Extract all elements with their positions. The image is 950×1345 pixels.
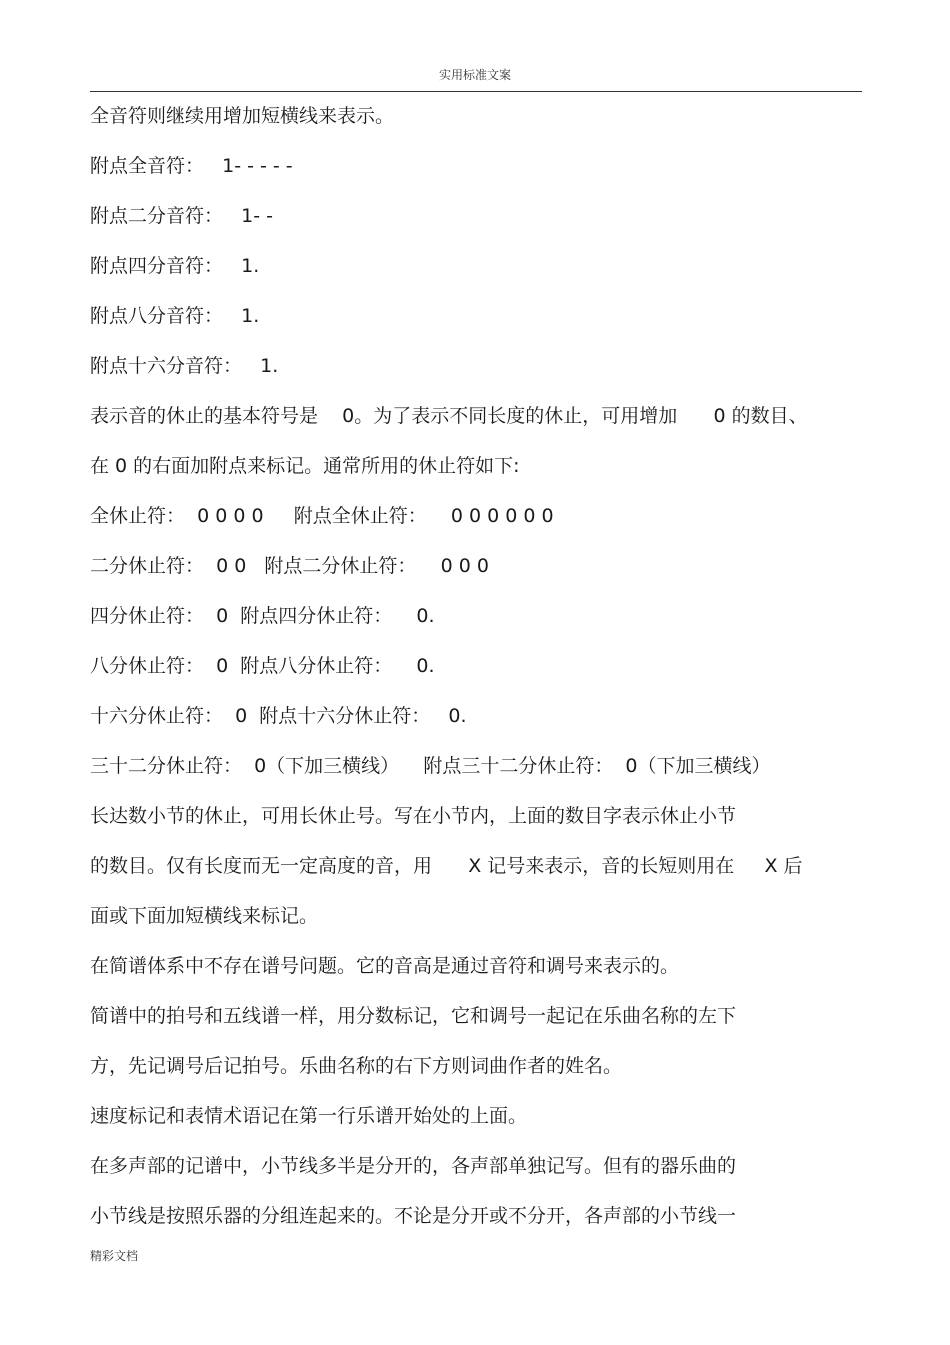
body-line: 八分休止符： 0 附点八分休止符： 0.	[90, 655, 435, 677]
body-line: 的数目。仅有长度而无一定高度的音，用 X 记号来表示，音的长短则用在 X 后	[90, 855, 803, 877]
body-line: 在简谱体系中不存在谱号问题。它的音高是通过音符和调号来表示的。	[90, 955, 680, 977]
body-line: 全休止符： 0 0 0 0 附点全休止符： 0 0 0 0 0 0	[90, 505, 554, 527]
body-line: 二分休止符： 0 0 附点二分休止符： 0 0 0	[90, 555, 489, 577]
body-line: 速度标记和表情术语记在第一行乐谱开始处的上面。	[90, 1105, 528, 1127]
body-line: 方，先记调号后记拍号。乐曲名称的右下方则词曲作者的姓名。	[90, 1055, 623, 1077]
body-line: 表示音的休止的基本符号是 0。为了表示不同长度的休止，可用增加 0 的数目、	[90, 405, 808, 427]
body-line: 十六分休止符： 0 附点十六分休止符： 0.	[90, 705, 467, 727]
header-rule	[90, 91, 862, 92]
body-line: 在 0 的右面加附点来标记。通常所用的休止符如下:	[90, 455, 520, 477]
body-line: 三十二分休止符： 0（下加三横线） 附点三十二分休止符： 0（下加三横线）	[90, 755, 771, 777]
body-line: 简谱中的拍号和五线谱一样，用分数标记，它和调号一起记在乐曲名称的左下	[90, 1005, 737, 1027]
body-line: 附点十六分音符： 1.	[90, 355, 279, 377]
body-line: 长达数小节的休止，可用长休止号。写在小节内，上面的数目字表示休止小节	[90, 805, 737, 827]
body-line: 全音符则继续用增加短横线来表示。	[90, 105, 395, 127]
body-line: 小节线是按照乐器的分组连起来的。不论是分开或不分开，各声部的小节线一	[90, 1205, 737, 1227]
page-footer: 精彩文档	[90, 1249, 139, 1263]
body-line: 四分休止符： 0 附点四分休止符： 0.	[90, 605, 435, 627]
body-line: 面或下面加短横线来标记。	[90, 905, 319, 927]
body-line: 附点全音符： 1- - - - -	[90, 155, 293, 177]
body-line: 附点二分音符： 1- -	[90, 205, 273, 227]
body-line: 附点八分音符： 1.	[90, 305, 260, 327]
body-line: 附点四分音符： 1.	[90, 255, 260, 277]
page-header: 实用标准文案	[438, 68, 511, 82]
body-line: 在多声部的记谱中，小节线多半是分开的，各声部单独记写。但有的器乐曲的	[90, 1155, 737, 1177]
